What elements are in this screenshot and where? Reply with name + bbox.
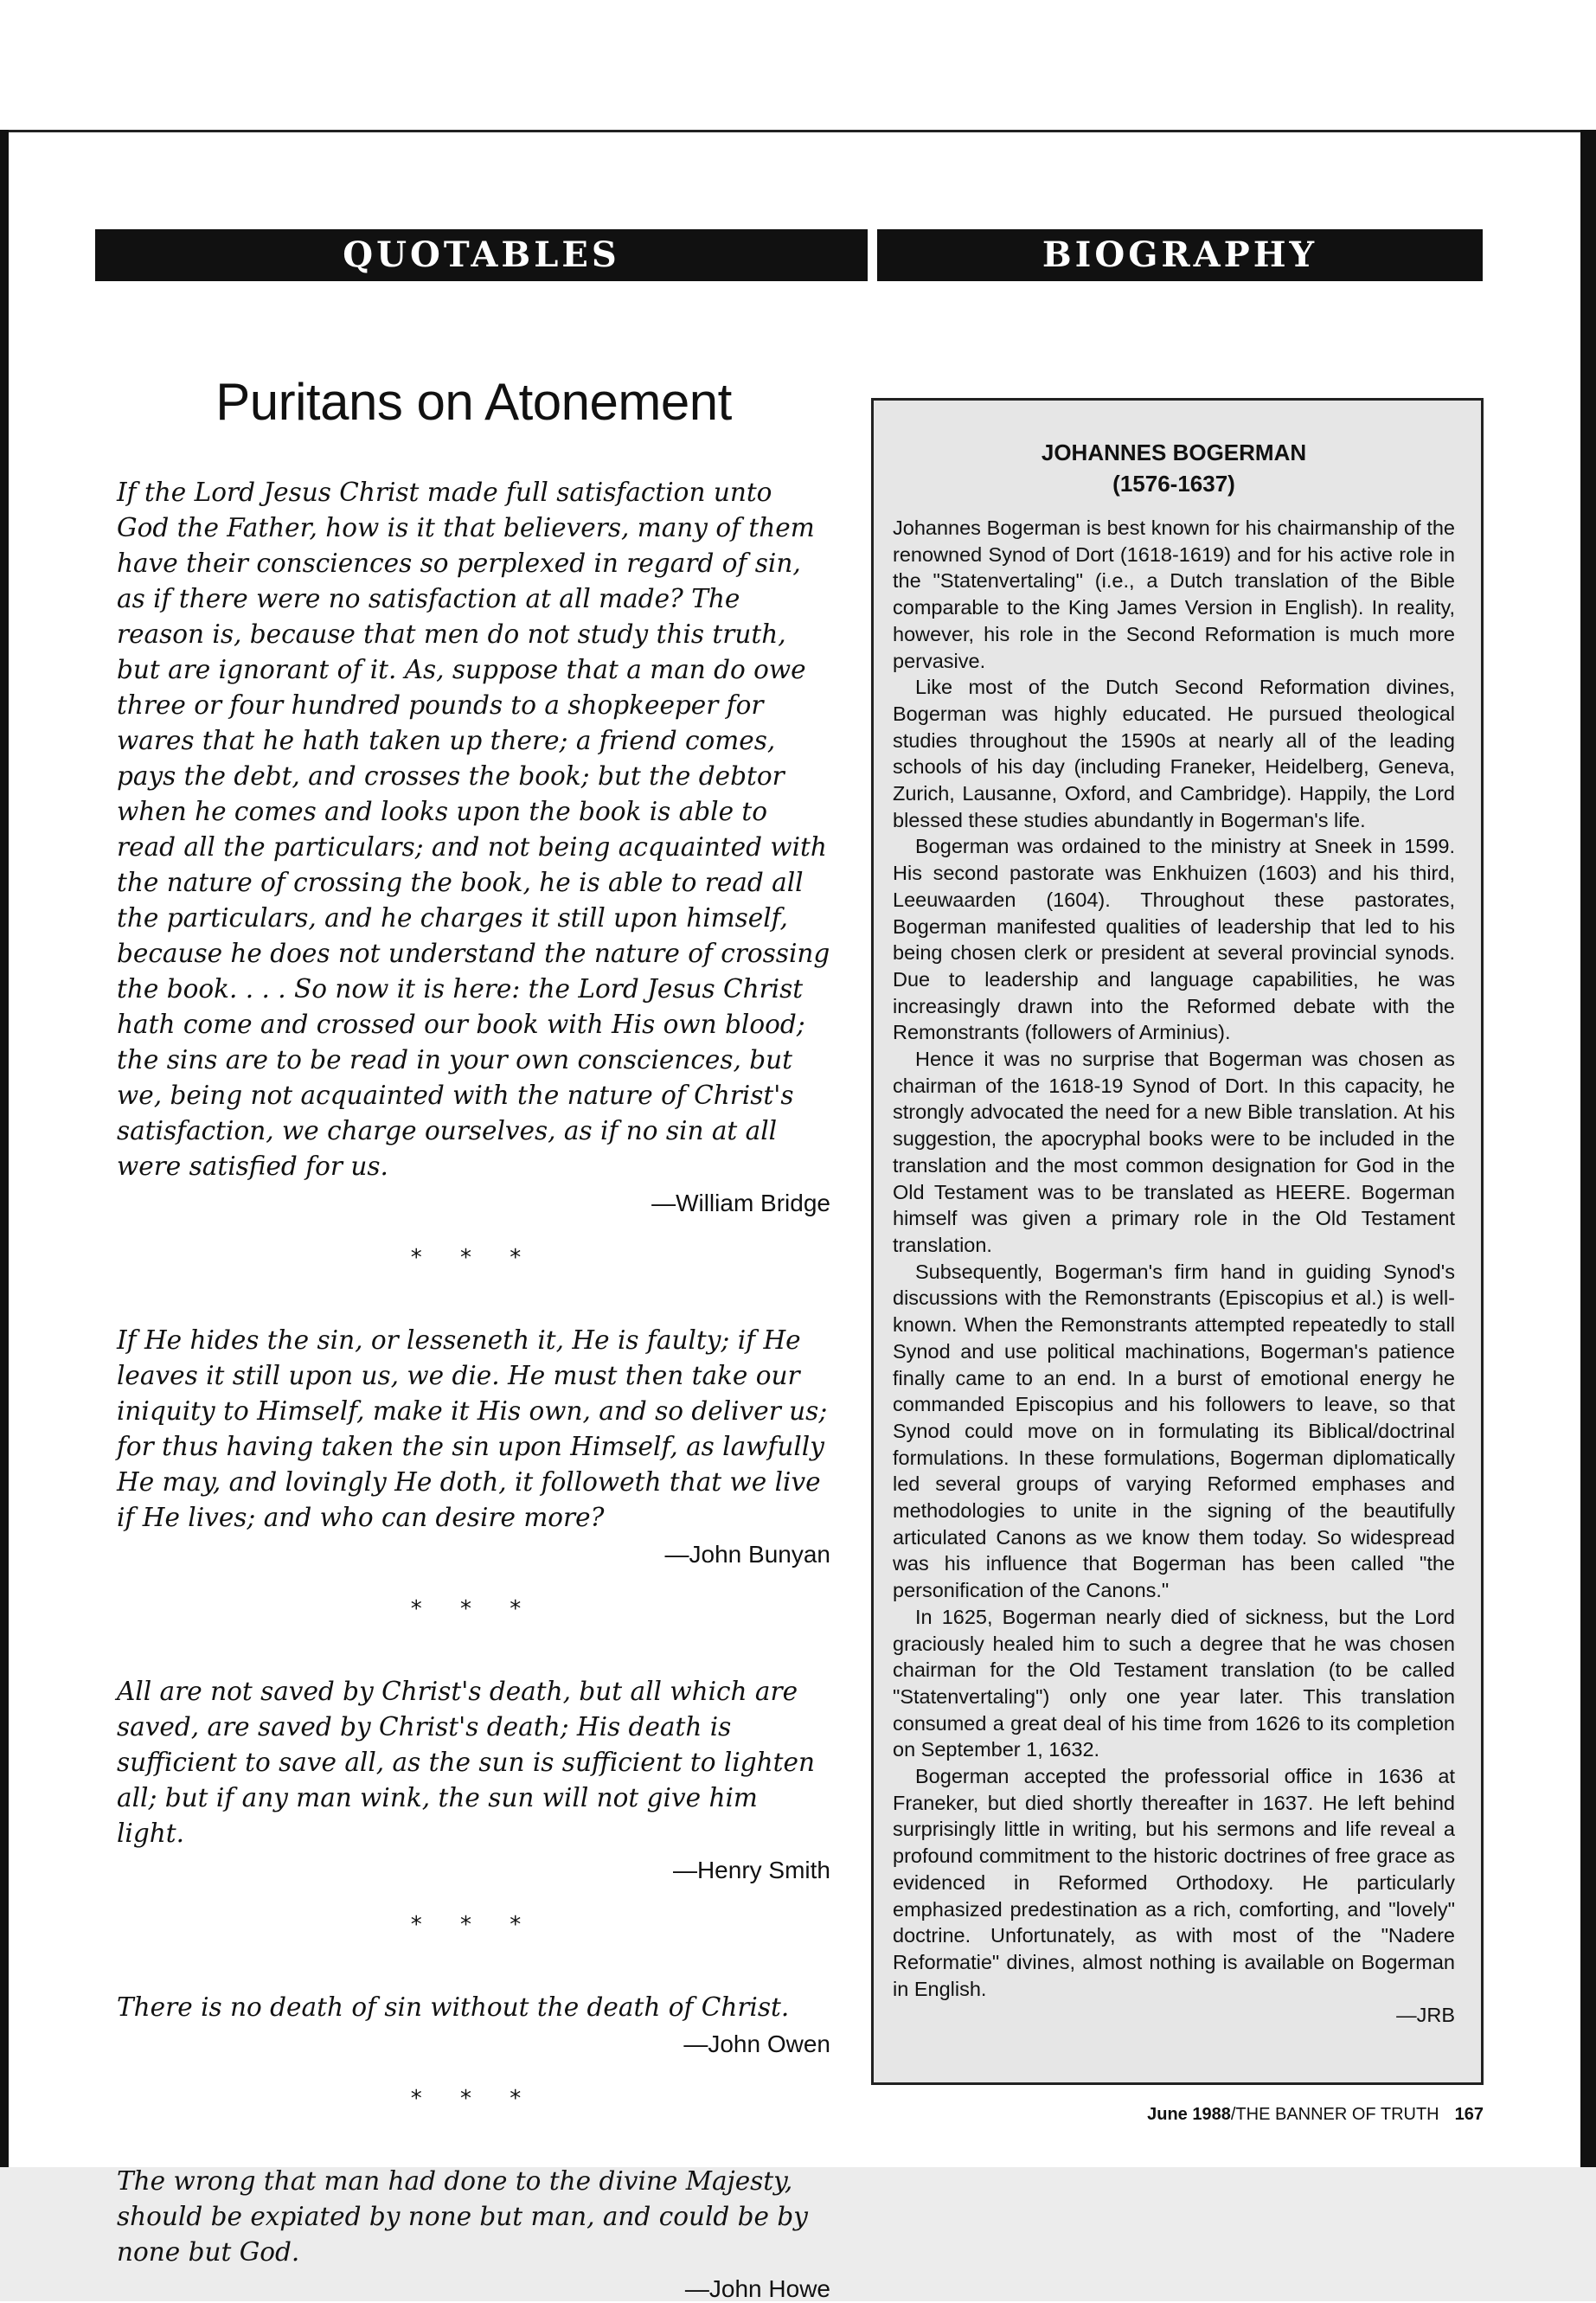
top-rule <box>0 130 1596 132</box>
section-separator: * * * <box>410 1245 537 1271</box>
biography-paragraph: In 1625, Bogerman nearly died of sickness, but the Lord graciously healed him to such a degree that he was chosen chairman for the Old Testament translation (to be called "Statenvertaling") only one year later. This translation consumed a great deal of his time from 1626 to its completion on September 1, 1632. <box>893 1605 1455 1761</box>
quote-block <box>117 1990 830 2058</box>
biography-signature: —JRB <box>1396 2004 1455 2027</box>
quote-text: There is no death of sin without the death of Christ. <box>117 1992 790 2022</box>
quotables-column <box>117 372 830 2303</box>
quote-text: All are not saved by Christ's death, but all which are saved, are saved by Christ's death; His death is sufficient to save all, as the sun is sufficient to lighten all; but if any man wink, the sun will not give him light. <box>117 1677 815 1848</box>
quote-block <box>117 2164 830 2303</box>
footer-date: June 1988 <box>1147 2105 1231 2124</box>
section-separator: * * * <box>410 1912 537 1938</box>
section-separator: * * * <box>410 2086 537 2112</box>
biography-paragraph: Like most of the Dutch Second Reformation divines, Bogerman was highly educated. He pursued theological studies throughout the 1590s at nearly all of the leading schools of his day (including Franeker, Heidelberg, Geneva, Zurich, Lausanne, Oxford, and Cambridge). Happily, the Lord blessed these studies abundantly in Bogerman's life. <box>893 676 1455 831</box>
biography-banner: BIOGRAPHY <box>877 229 1483 281</box>
page-number: 167 <box>1454 2105 1484 2124</box>
biography-paragraph: Bogerman accepted the professorial office in 1636 at Franeker, but died shortly thereafter in 1637. He left behind surprisingly little in writing, but his sermons and life reveal a profound commitment to the historic doctrines of free grace as evidenced in Reformed Orthodoxy. He particularly emphasized predestination as a rich, comforting, and "lovely" doctrine. Unfortunately, as with most of the "Nadere Reformatie" divines, almost nothing is available on Bogerman in English. <box>893 1765 1455 2000</box>
quote-author: —John Owen <box>683 2030 830 2057</box>
biography-paragraph: Hence it was no surprise that Bogerman was chosen as chairman of the 1618-19 Synod of Dort. In this capacity, he strongly advocated the need for a new Bible translation. At his suggestion, the apocryphal books were to be included in the translation and the most common designation for God in the Old Testament was to be translated as HEERE. Bogerman himself was given a primary role in the Old Testament translation. <box>893 1048 1455 1256</box>
quote-text: The wrong that man had done to the divine Majesty, should be expiated by none but man, and could be by none but God. <box>117 2166 808 2267</box>
quote-author: —John Howe <box>684 2275 830 2302</box>
quote-author: —Henry Smith <box>672 1857 830 1883</box>
quote-author: —William Bridge <box>651 1190 830 1216</box>
quote-text: If He hides the sin, or lesseneth it, He is faulty; if He leaves it still upon us, we die. He must then take our iniquity to Himself, make it His own, and so deliver us; for thus having taken the sin upon Himself, as lawfully He may, and lovingly He doth, it followeth that we live if He lives; and who can desire more? <box>117 1325 828 1532</box>
biography-dates: (1576-1637) <box>1112 471 1235 497</box>
quote-block <box>117 1674 830 1884</box>
quotables-banner: QUOTABLES <box>95 229 868 281</box>
quote-text: If the Lord Jesus Christ made full satisfaction unto God the Father, how is it that believers, many of them have their consciences so perplexed in regard of sin, as if there were no satisfaction at all made? The reason is, because that men do not study this truth, but are ignorant of it. As, suppose that a man do owe three or four hundred pounds to a shopkeeper for wares that he hath taken up there; a friend comes, pays the debt, and crosses the book; but the debtor when he comes and looks upon the book is able to read all the particulars; and not being acquainted with the nature of crossing the book, he is able to read all the particulars, and he charges it still upon himself, because he does not understand the nature of crossing the book. . . . So now it is here: the Lord Jesus Christ hath come and crossed our book with His own blood; the sins are to be read in your own consciences, but we, being not acquainted with the nature of Christ's satisfaction, we charge ourselves, as if no sin at all were satisfied for us. <box>117 478 830 1181</box>
biography-paragraph: Bogerman was ordained to the ministry at Sneek in 1599. His second pastorate was Enkhuizen (1603) and his third, Leeuwaarden (1604). Throughout these pastorates, Bogerman manifested qualities of leadership that led to his being chosen clerk or president at several provincial synods. Due to leadership and language capabilities, he was increasingly drawn into the Reformed debate with the Remonstrants (followers of Arminius). <box>893 835 1455 1044</box>
quote-author: —John Bunyan <box>664 1541 830 1568</box>
page-footer <box>1142 2105 1484 2125</box>
biography-content <box>893 437 1455 2029</box>
biography-name: JOHANNES BOGERMAN <box>1041 439 1307 465</box>
biography-paragraph: Subsequently, Bogerman's firm hand in guiding Synod's discussions with the Remonstrants (Episcopius et al.) is well-known. When the Remonstrants attempted repeatedly to stall Synod and use political machinations, Bogerman's patience finally came to an end. In a burst of emotional energy he commanded Episcopius and his followers to leave, so that Synod could move on in formulating its Biblical/doctrinal formulations. In these formulations, Bogerman diplomatically led several groups of varying Reformed emphases and methodologies to unite in the signing of the beautifully articulated Canons as we know them today. So widespread was his influence that Bogerman has been called "the personification of the Canons." <box>893 1260 1455 1602</box>
quote-block <box>117 475 830 1217</box>
footer-publication: /THE BANNER OF TRUTH <box>1230 2105 1439 2124</box>
left-page-edge <box>0 130 9 2171</box>
article-title: Puritans on Atonement <box>215 373 732 431</box>
biography-paragraph: Johannes Bogerman is best known for his chairmanship of the renowned Synod of Dort (1618-1619) and for his active role in the "Statenvertaling" (i.e., a Dutch translation of the Bible comparable to the King James Version in English). In reality, however, his role in the Second Reformation is much more pervasive. <box>893 516 1455 672</box>
section-separator: * * * <box>410 1596 537 1622</box>
quote-block <box>117 1323 830 1568</box>
right-page-edge <box>1580 130 1596 2171</box>
